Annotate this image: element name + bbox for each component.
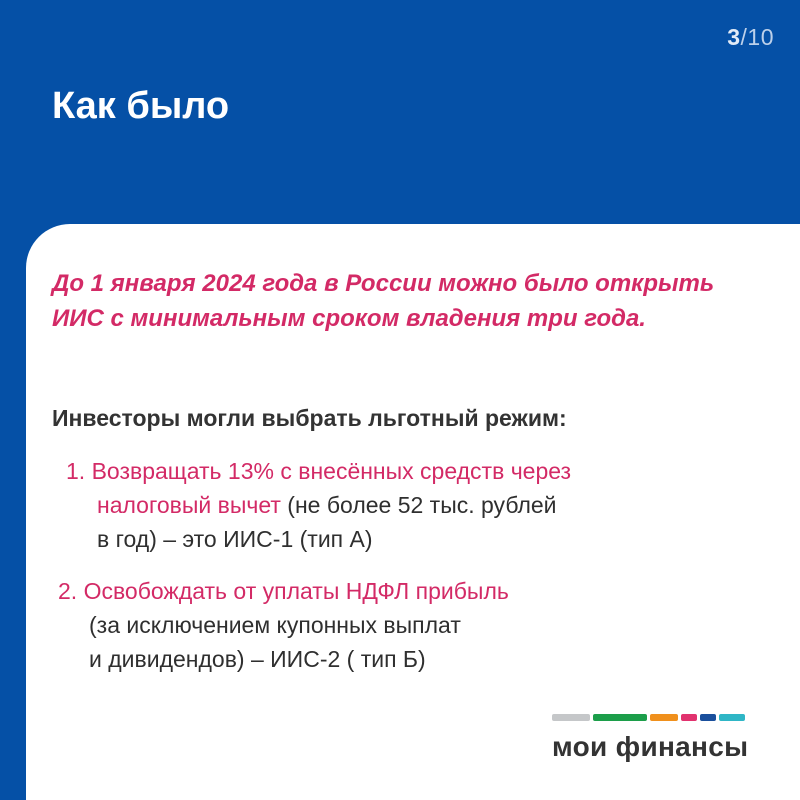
- item-2-text-line-1: (за исключением купонных выплат: [89, 612, 461, 638]
- item-1-highlight-line-1: Возвращать 13% с внесённых средств через: [91, 458, 572, 484]
- page-total: /10: [740, 24, 774, 50]
- list-number-1: 1.: [66, 458, 86, 484]
- item-1-highlight-line-2: налоговый вычет: [97, 492, 281, 518]
- brand-logo-text: мои финансы: [552, 731, 749, 762]
- lead-text: Инвесторы могли выбрать льготный режим:: [52, 405, 567, 431]
- list-item-1: [66, 454, 756, 556]
- brand-bar-segment: [650, 714, 678, 721]
- page-counter: [727, 24, 774, 51]
- brand-bar-segment: [719, 714, 745, 721]
- content-card: [26, 224, 800, 800]
- item-1-text-line-2: в год) – это ИИС-1 (тип А): [97, 526, 373, 552]
- brand-bar-segment: [700, 714, 716, 721]
- brand-bar-segment: [681, 714, 697, 721]
- item-2-text-line-2: и дивидендов) – ИИС-2 ( тип Б): [89, 646, 426, 672]
- item-1-text-line-1: (не более 52 тыс. рублей: [280, 492, 557, 518]
- intro-text: До 1 января 2024 года в России можно было открыть ИИС с минимальным сроком владения три года.: [52, 270, 715, 332]
- page-current: 3: [727, 24, 741, 50]
- list-item-2: [58, 574, 748, 676]
- slide-title: Как было: [52, 85, 230, 127]
- brand-bar-segment: [552, 714, 590, 721]
- brand-color-bar: [552, 714, 745, 721]
- item-2-highlight-line-1: Освобождать от уплаты НДФЛ прибыль: [83, 578, 509, 604]
- brand-bar-segment: [593, 714, 647, 721]
- list-number-2: 2.: [58, 578, 78, 604]
